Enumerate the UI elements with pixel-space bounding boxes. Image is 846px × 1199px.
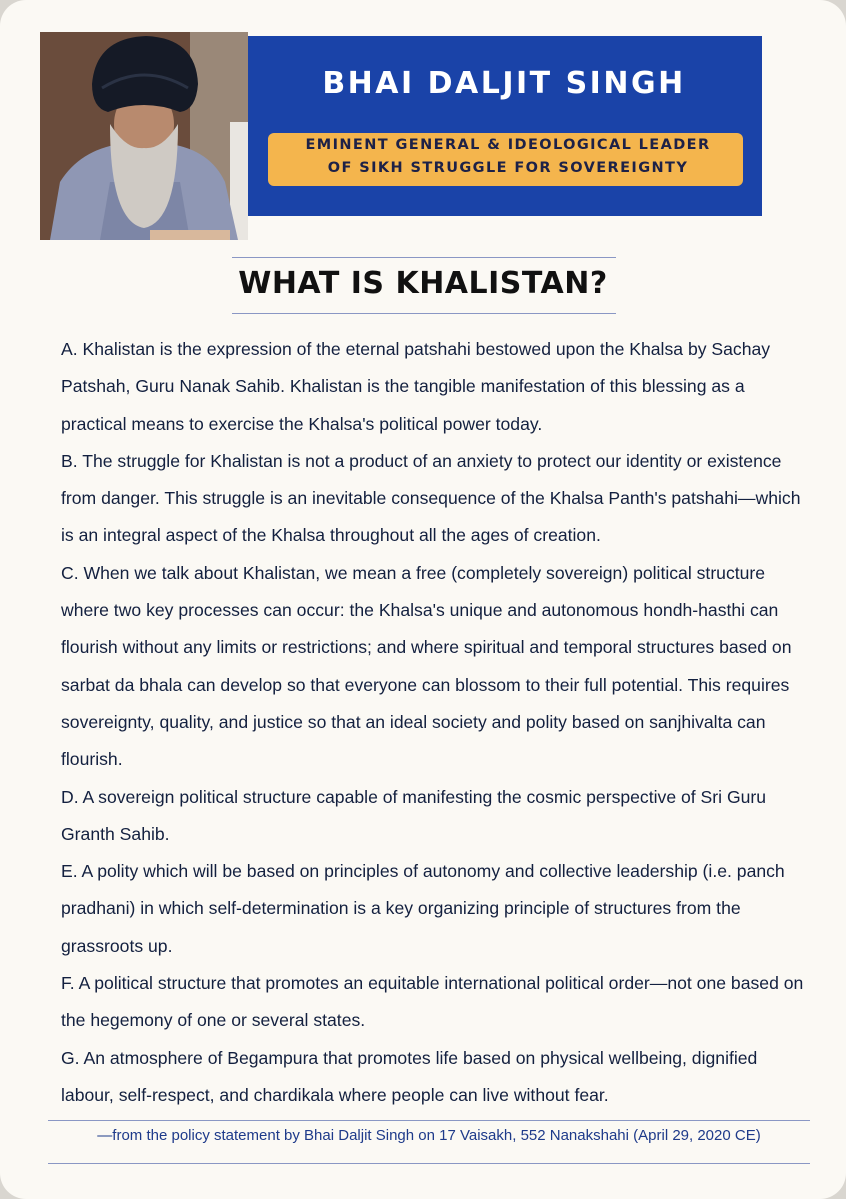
point-b: B. The struggle for Khalistan is not a product of an anxiety to protect our identity or existence from danger. This struggle is an inevitable consequence of the Khalsa Panth's patshahi—which is an integral aspect of the Khalsa throughout all the ages of creation. (61, 450, 801, 546)
page-heading: WHAT IS KHALISTAN? (238, 266, 608, 301)
heading-rule-bottom (232, 313, 616, 314)
subtitle-line-2: OF SIKH STRUGGLE FOR SOVEREIGNTY (327, 160, 689, 176)
point-d: D. A sovereign political structure capable of manifesting the cosmic perspective of Sri Guru Granth Sahib. (61, 786, 767, 844)
point-c: C. When we talk about Khalistan, we mean a free (completely sovereign) political structure where two key processes can occur: the Khalsa's unique and autonomous hondh-hasthi can flourish without any limits or restrictions; and where spiritual and temporal structures based on sarbat da bhala can develop so that everyone can blossom to their full potential. This requires sovereignty, quality, and justice so that an ideal society and polity based on sanjhivalta can flourish. (61, 562, 792, 770)
footer-rule-top (48, 1120, 810, 1121)
point-e: E. A polity which will be based on principles of autonomy and collective leadership (i.e. panch pradhani) in which self-determination is a key organizing principle of structures from the grassroots up. (61, 861, 785, 956)
portrait-photo (40, 32, 248, 240)
source-citation: —from the policy statement by Bhai Daljit Singh on 17 Vaisakh, 552 Nanakshahi (April 29, 2020 CE) (97, 1127, 761, 1144)
footer-rule-bottom (48, 1163, 810, 1164)
point-f: F. A political structure that promotes an equitable international political order—not one based on the hegemony of one or several states. (61, 973, 804, 1031)
points-list (61, 331, 811, 1114)
heading-rule-top (232, 257, 616, 258)
subtitle-line-1: EMINENT GENERAL & IDEOLOGICAL LEADER (305, 137, 711, 153)
portrait-illustration (40, 32, 248, 240)
leader-name: BHAI DALJIT SINGH (322, 66, 686, 101)
point-g: G. An atmosphere of Begampura that promotes life based on physical wellbeing, dignified labour, self-respect, and chardikala where people can live without fear. (61, 1047, 758, 1105)
point-a: A. Khalistan is the expression of the eternal patshahi bestowed upon the Khalsa by Sachay Patshah, Guru Nanak Sahib. Khalistan is the tangible manifestation of this blessing as a practical means to exercise the Khalsa's political power today. (61, 339, 771, 434)
